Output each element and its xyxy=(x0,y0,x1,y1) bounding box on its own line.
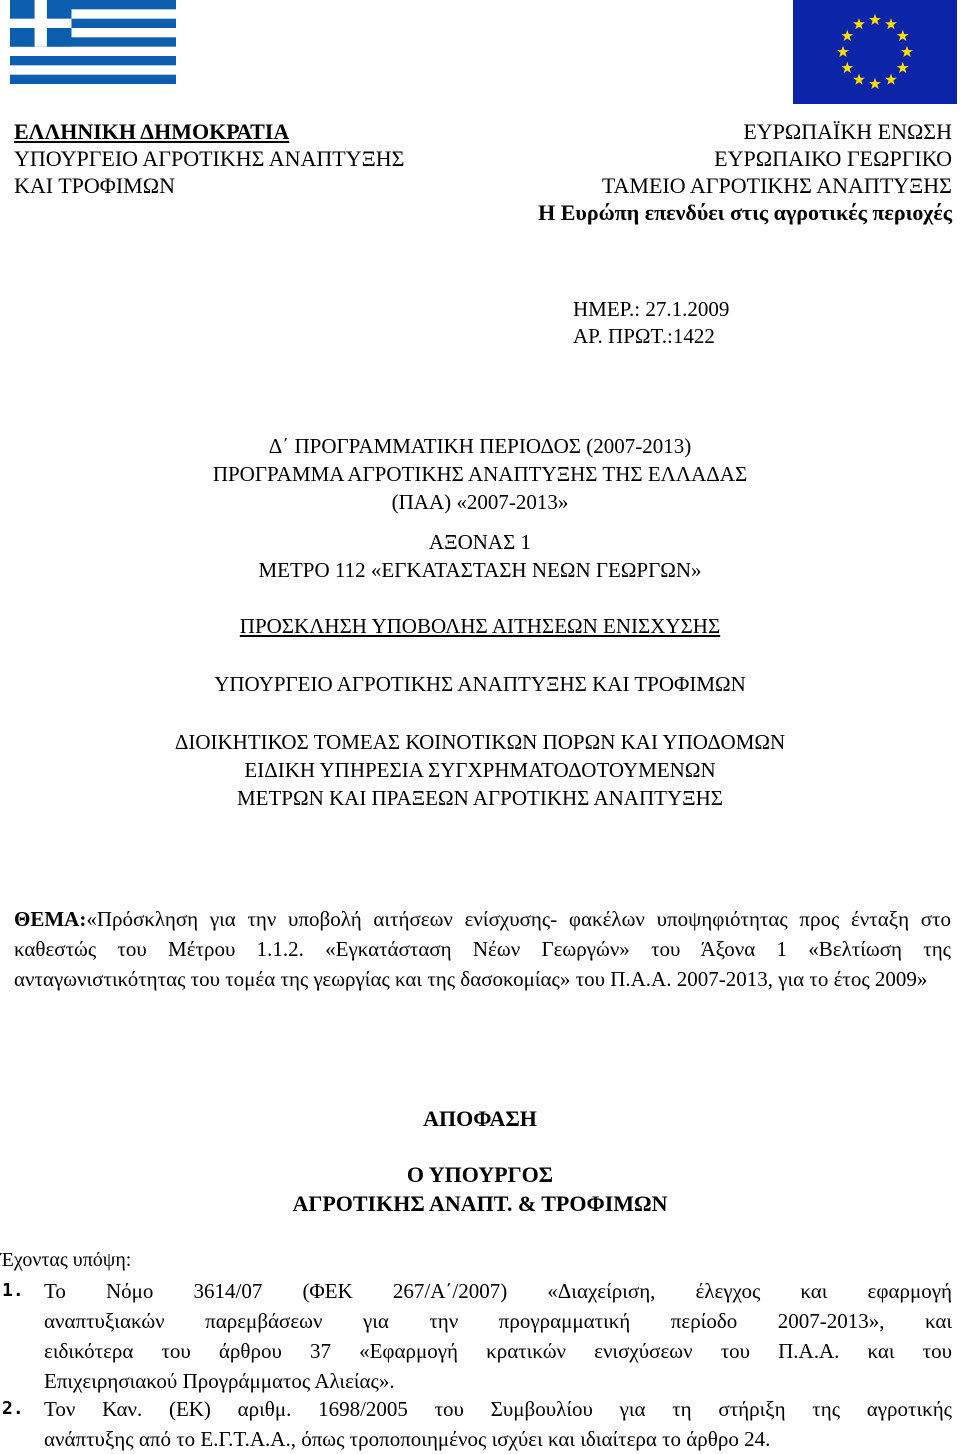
issuer-ministry: ΥΠΟΥΡΓΕΙΟ ΑΓΡΟΤΙΚΗΣ ΑΝΑΠΤΥΞΗΣ xyxy=(14,146,405,171)
list-item xyxy=(0,1276,952,1396)
date-protocol-block xyxy=(573,296,729,350)
document-date: ΗΜΕΡ.: 27.1.2009 xyxy=(573,297,730,321)
programme-block xyxy=(0,432,960,516)
subject-label: ΘΕΜΑ: xyxy=(14,907,87,931)
greek-flag-icon xyxy=(10,0,176,84)
issuer-block xyxy=(14,118,404,199)
eu-fund-cont: ΤΑΜΕΙΟ ΑΓΡΟΤΙΚΗΣ ΑΝΑΠΤΥΞΗΣ xyxy=(601,173,952,198)
programme-period: Δ΄ ΠΡΟΓΡΑΜΜΑΤΙΚΗ ΠΕΡΙΟΔΟΣ (2007-2013) xyxy=(268,434,692,458)
item-line: Τον Καν. (ΕΚ) αριθμ. 1698/2005 του Συμβουλίου για τη στήριξη της αγροτικής xyxy=(44,1397,952,1421)
item-line: Επιχειρησιακού Προγράμματος Αλιείας». xyxy=(44,1369,395,1393)
issuer-ministry-cont: ΚΑΙ ΤΡΟΦΙΜΩΝ xyxy=(14,173,175,198)
item-line: ανάπτυξης από το Ε.Γ.Τ.Α.Α., όπως τροποποιημένος ισχύει και ιδιαίτερα το άρθρο 24. xyxy=(44,1427,771,1451)
division-line-3: ΜΕΤΡΩΝ ΚΑΙ ΠΡΑΞΕΩΝ ΑΓΡΟΤΙΚΗΣ ΑΝΑΠΤΥΞΗΣ xyxy=(236,786,724,810)
item-line: Το Νόμο 3614/07 (ΦΕΚ 267/Α΄/2007) «Διαχείριση, έλεγχος και εφαρμογή xyxy=(44,1279,952,1303)
item-line: αναπτυξιακών παρεμβάσεων για την προγραμματική περίοδο 2007-2013», και xyxy=(44,1309,952,1333)
item-line: ειδικότερα του άρθρου 37 «Εφαρμογή κρατικών ενισχύσεων του Π.Α.Α. και του xyxy=(44,1339,952,1363)
eu-fund: ΕΥΡΩΠΑΙΚΟ ΓΕΩΡΓΙΚΟ xyxy=(714,146,952,171)
eu-block xyxy=(538,118,952,226)
division-block xyxy=(0,728,960,812)
protocol-number: ΑΡ. ΠΡΩΤ.:1422 xyxy=(573,324,715,348)
minister-ministry: ΑΓΡΟΤΙΚΗΣ ΑΝΑΠΤ. & ΤΡΟΦΙΜΩΝ xyxy=(292,1191,668,1216)
item-number: 1. xyxy=(2,1280,24,1301)
subject-paragraph xyxy=(14,904,951,994)
division-line-2: ΕΙΔΙΚΗ ΥΠΗΡΕΣΙΑ ΣΥΓΧΡΗΜΑΤΟΔΟΤΟΥΜΕΝΩΝ xyxy=(244,758,716,782)
measure-title: ΜΕΤΡΟ 112 «ΕΓΚΑΤΑΣΤΑΣΗ ΝΕΩΝ ΓΕΩΡΓΩΝ» xyxy=(258,558,702,582)
programme-name: ΠΡΟΓΡΑΜΜΑ ΑΓΡΟΤΙΚΗΣ ΑΝΑΠΤΥΞΗΣ ΤΗΣ ΕΛΛΑΔΑΣ xyxy=(212,462,748,486)
decision-heading: ΑΠΟΦΑΣΗ xyxy=(423,1106,537,1131)
minister-title: Ο ΥΠΟΥΡΓΟΣ xyxy=(406,1162,554,1187)
call-title: ΠΡΟΣΚΛΗΣΗ ΥΠΟΒΟΛΗΣ ΑΙΤΗΣΕΩΝ ΕΝΙΣΧΥΣΗΣ xyxy=(239,614,721,638)
programme-abbrev: (ΠΑΑ) «2007-2013» xyxy=(391,490,569,514)
subject-text: «Πρόσκληση για την υποβολή αιτήσεων ενίσχυσης- φακέλων υποψηφιότητας προς ένταξη στο καθεστώς του Μέτρου 1.1.2. «Εγκατάσταση Νέων Γεωργών» του Άξονα 1 «Βελτίωση της ανταγωνιστικότητας του τομέα της γεωργίας και της δασοκομίας» του Π.Α.Α. 2007-2013, για το έτος 2009» xyxy=(14,907,951,991)
considering-label: Έχοντας υπόψη: xyxy=(0,1249,132,1271)
item-number: 2. xyxy=(2,1398,24,1419)
ministry-title: ΥΠΟΥΡΓΕΙΟ ΑΓΡΟΤΙΚΗΣ ΑΝΑΠΤΥΞΗΣ ΚΑΙ ΤΡΟΦΙΜΩΝ xyxy=(214,672,746,696)
axis-block xyxy=(0,528,960,584)
minister-block xyxy=(0,1160,960,1218)
eu-flag-icon xyxy=(793,0,957,104)
axis-title: ΑΞΟΝΑΣ 1 xyxy=(428,530,532,554)
eu-slogan: Η Ευρώπη επενδύει στις αγροτικές περιοχές xyxy=(538,200,952,225)
eu-union: ΕΥΡΩΠΑΪΚΗ ΕΝΩΣΗ xyxy=(743,119,952,144)
list-item xyxy=(0,1394,952,1454)
division-line-1: ΔΙΟΙΚΗΤΙΚΟΣ ΤΟΜΕΑΣ ΚΟΙΝΟΤΙΚΩΝ ΠΟΡΩΝ ΚΑΙ ΥΠΟΔΟΜΩΝ xyxy=(174,730,786,754)
issuer-country: ΕΛΛΗΝΙΚΗ ΔΗΜΟΚΡΑΤΙΑ xyxy=(14,119,290,144)
